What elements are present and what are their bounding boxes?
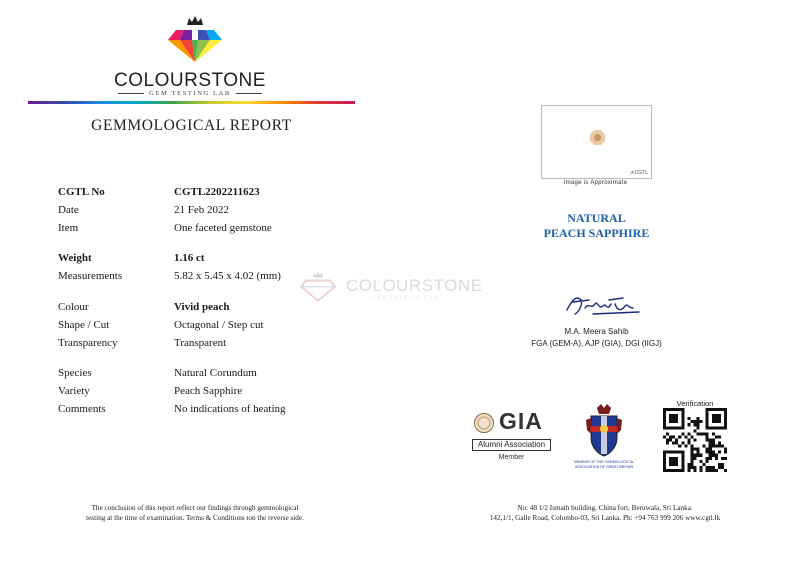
detail-label: Variety — [58, 385, 90, 397]
detail-label: Weight — [58, 252, 92, 264]
photo-mark — [630, 170, 648, 176]
signer-block — [520, 326, 673, 350]
gemstone-table-facet — [594, 134, 601, 141]
watermark-logo-icon — [296, 268, 340, 308]
detail-value: Peach Sapphire — [174, 385, 243, 397]
verification-qr-code[interactable] — [663, 408, 727, 472]
brand-subtitle: GEM TESTING LAB — [100, 90, 280, 97]
cgtl-mark-icon: ♔ — [630, 170, 635, 176]
colourstone-logo — [160, 14, 230, 70]
gia-wordmark: GIA — [499, 408, 543, 434]
detail-value: Transparent — [174, 337, 227, 349]
detail-value: One faceted gemstone — [174, 222, 272, 234]
footer-disclaimer — [30, 503, 360, 523]
detail-value: 21 Feb 2022 — [174, 204, 229, 216]
gemstone-photo — [541, 105, 652, 179]
watermark — [296, 268, 506, 308]
gem-a-caption-line-1: MEMBER OF THE GEMMOLOGICAL — [573, 460, 635, 464]
crown-icon — [187, 16, 203, 25]
gem-a-caption-line-2: ASSOCIATION OF GREAT BRITAIN — [574, 465, 634, 469]
gia-alumni-label: Alumni Association — [472, 439, 551, 451]
footer-address-line-2: 142,1/1, Galle Road, Colombo-03, Sri Lanka. Ph: +94 763 999 206 www.cgtl.lk — [489, 514, 721, 522]
gem-a-crest-icon — [585, 404, 623, 458]
footer-disclaimer-line-2: testing at the time of examination. Terms & Conditions ton the reverse side. — [86, 514, 304, 522]
photo-mark-text: CGTL — [634, 170, 648, 176]
rainbow-divider — [28, 101, 355, 104]
detail-value: Vivid peach — [174, 301, 230, 313]
detail-value: 1.16 ct — [174, 252, 205, 264]
detail-label: Item — [58, 222, 79, 234]
gem-a-caption — [573, 460, 635, 470]
report-title: GEMMOLOGICAL REPORT — [91, 117, 292, 134]
result-line-2: PEACH SAPPHIRE — [543, 226, 650, 240]
footer-address-line-1: No: 48 1/2 Ismath building, China fort, Beruwala, Sri Lanka. — [517, 504, 693, 512]
detail-value: Octagonal / Step cut — [174, 319, 264, 331]
diamond-icon — [168, 30, 222, 62]
detail-value: CGTL2202211623 — [174, 186, 260, 198]
brand-name: COLOURSTONE — [114, 70, 266, 91]
verification-label: Verification — [676, 399, 714, 408]
signer-name: M.A. Meera Sahib — [564, 327, 629, 336]
detail-value: No indications of heating — [174, 403, 286, 415]
watermark-text: COLOURSTONE — [346, 276, 483, 295]
detail-label: Colour — [58, 301, 89, 313]
watermark-subtext: GEM TESTING LAB — [372, 296, 439, 301]
detail-label: Measurements — [58, 270, 123, 282]
detail-label: Shape / Cut — [58, 319, 110, 331]
detail-label: CGTL No — [58, 186, 105, 198]
gia-member-label: Member — [498, 454, 525, 461]
detail-value: 5.82 x 5.45 x 4.02 (mm) — [174, 270, 281, 282]
footer-address — [420, 503, 790, 523]
identification-result — [520, 211, 673, 241]
gia-alumni-badge — [472, 408, 552, 466]
footer-disclaimer-line-1: The conclusion of this report reflect our findings through gemmological — [91, 504, 299, 512]
detail-label: Species — [58, 367, 92, 379]
image-caption: Image is Approximate — [563, 180, 628, 186]
signer-credentials: FGA (GEM-A), AJP (GIA), DGI (IIGJ) — [531, 339, 662, 348]
result-line-1: NATURAL — [567, 211, 626, 225]
detail-value: Natural Corundum — [174, 367, 257, 379]
detail-label: Transparency — [58, 337, 118, 349]
gia-seal-icon — [474, 413, 494, 433]
detail-label: Date — [58, 204, 79, 216]
signature-icon — [563, 290, 643, 318]
detail-label: Comments — [58, 403, 106, 415]
